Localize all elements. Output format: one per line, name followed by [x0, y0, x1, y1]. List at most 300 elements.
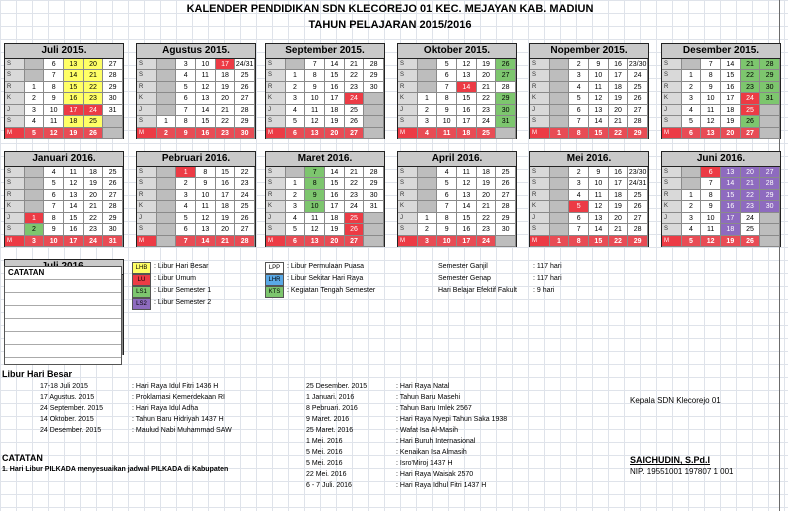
- month-title: Juli 2015.: [5, 44, 123, 59]
- day-cell: 10: [305, 93, 325, 104]
- day-cell: 18: [721, 105, 741, 116]
- day-cell: 25: [741, 105, 761, 116]
- day-cell: 2: [682, 201, 702, 212]
- day-cell: 6: [437, 70, 457, 81]
- day-cell: 23: [477, 105, 497, 116]
- day-cell: 25: [628, 82, 648, 93]
- day-cell: 17: [64, 105, 84, 116]
- day-cell: 10: [589, 178, 609, 189]
- day-cell: 18: [216, 70, 236, 81]
- weekday-label: S: [530, 70, 550, 81]
- day-cell: [25, 190, 45, 201]
- day-cell: 12: [701, 236, 721, 247]
- day-cell: 25: [235, 201, 255, 212]
- day-cell: 19: [325, 116, 345, 127]
- day-cell: [418, 201, 438, 212]
- day-cell: 11: [196, 201, 216, 212]
- day-cell: 25: [628, 190, 648, 201]
- day-cell: 3: [176, 59, 196, 70]
- day-cell: 5: [176, 213, 196, 224]
- weekday-label: M: [266, 236, 286, 247]
- weekday-label: S: [662, 167, 682, 178]
- day-cell: 29: [760, 70, 780, 81]
- day-cell: 29: [628, 236, 648, 247]
- month-calendar: [529, 151, 649, 247]
- day-cell: 8: [701, 70, 721, 81]
- day-cell: 6: [701, 167, 721, 178]
- day-cell: 16: [609, 59, 629, 70]
- day-cell: 18: [325, 213, 345, 224]
- day-cell: 14: [196, 105, 216, 116]
- weekday-label: S: [662, 59, 682, 70]
- weekday-label: K: [662, 201, 682, 212]
- day-cell: 28: [760, 178, 780, 189]
- legend-swatch: LS2: [132, 298, 151, 310]
- day-cell: 15: [589, 128, 609, 139]
- day-cell: 3: [286, 201, 306, 212]
- day-cell: 4: [286, 105, 306, 116]
- day-cell: 14: [196, 236, 216, 247]
- day-cell: 26: [235, 82, 255, 93]
- day-cell: 22: [741, 190, 761, 201]
- day-cell: 24/31: [628, 178, 648, 189]
- day-cell: 3: [25, 236, 45, 247]
- holiday-name: : Maulud Nabi Muhammad SAW: [132, 427, 232, 434]
- weekday-label: S: [662, 70, 682, 81]
- day-cell: 4: [176, 201, 196, 212]
- weekday-label: J: [137, 105, 157, 116]
- day-cell: [364, 116, 384, 127]
- day-cell: 30: [103, 93, 123, 104]
- day-cell: 24: [477, 116, 497, 127]
- weekday-label: S: [530, 178, 550, 189]
- day-cell: [550, 70, 570, 81]
- day-cell: 5: [682, 236, 702, 247]
- day-cell: 13: [196, 93, 216, 104]
- day-cell: [418, 82, 438, 93]
- holiday-date: 25 Maret. 2016: [306, 427, 354, 434]
- month-days: [662, 59, 780, 139]
- month-calendar: [397, 43, 517, 139]
- day-cell: 1: [157, 116, 177, 127]
- weekday-label: R: [137, 190, 157, 201]
- day-cell: 7: [701, 178, 721, 189]
- weekday-label: S: [137, 167, 157, 178]
- semester-value: : 117 hari: [533, 275, 562, 282]
- semester-label: Hari Belajar Efektif Fakult: [438, 287, 517, 294]
- day-cell: 6: [176, 93, 196, 104]
- weekday-label: R: [398, 190, 418, 201]
- day-cell: 2: [418, 224, 438, 235]
- month-days: [137, 59, 255, 139]
- weekday-label: S: [398, 70, 418, 81]
- day-cell: 24: [741, 213, 761, 224]
- weekday-label: S: [266, 178, 286, 189]
- day-cell: 9: [305, 82, 325, 93]
- holiday-name: : Tahun Baru Imlek 2567: [396, 405, 472, 412]
- month-calendar: [4, 43, 124, 139]
- day-cell: 21: [741, 59, 761, 70]
- day-cell: 24: [628, 70, 648, 81]
- catatan-title: CATATAN: [2, 453, 43, 463]
- day-cell: 11: [457, 167, 477, 178]
- day-cell: 4: [286, 213, 306, 224]
- day-cell: 3: [682, 93, 702, 104]
- day-cell: 6: [286, 128, 306, 139]
- weekday-label: R: [398, 82, 418, 93]
- holiday-name: : Proklamasi Kemerdekaan RI: [132, 394, 225, 401]
- day-cell: 25: [477, 128, 497, 139]
- day-cell: 10: [305, 201, 325, 212]
- day-cell: 14: [457, 82, 477, 93]
- day-cell: 26: [235, 213, 255, 224]
- day-cell: 7: [437, 82, 457, 93]
- day-cell: [550, 213, 570, 224]
- day-cell: 8: [44, 213, 64, 224]
- weekday-label: S: [266, 167, 286, 178]
- day-cell: 19: [609, 93, 629, 104]
- month-calendar: [136, 43, 256, 139]
- day-cell: 26: [496, 178, 516, 189]
- day-cell: 14: [721, 59, 741, 70]
- day-cell: 1: [550, 128, 570, 139]
- day-cell: [682, 59, 702, 70]
- day-cell: 10: [196, 59, 216, 70]
- month-calendar: [397, 151, 517, 247]
- day-cell: 14: [325, 167, 345, 178]
- weekday-label: R: [530, 190, 550, 201]
- day-cell: 31: [103, 105, 123, 116]
- day-cell: 20: [721, 128, 741, 139]
- day-cell: 22: [477, 213, 497, 224]
- day-cell: [550, 178, 570, 189]
- day-cell: 1: [25, 213, 45, 224]
- day-cell: [682, 178, 702, 189]
- month-days: [266, 59, 384, 139]
- day-cell: 23/30: [628, 59, 648, 70]
- day-cell: 13: [457, 70, 477, 81]
- weekday-label: S: [266, 116, 286, 127]
- day-cell: 22: [609, 236, 629, 247]
- day-cell: 3: [682, 213, 702, 224]
- day-cell: 6: [682, 128, 702, 139]
- day-cell: 28: [103, 70, 123, 81]
- weekday-label: R: [266, 82, 286, 93]
- holiday-date: 1 Januari. 2016: [306, 394, 355, 401]
- day-cell: [364, 236, 384, 247]
- weekday-label: R: [530, 82, 550, 93]
- day-cell: 29: [103, 213, 123, 224]
- weekday-label: S: [266, 224, 286, 235]
- day-cell: 12: [701, 116, 721, 127]
- day-cell: 31: [760, 93, 780, 104]
- weekday-label: J: [530, 213, 550, 224]
- day-cell: 8: [569, 236, 589, 247]
- day-cell: 16: [457, 105, 477, 116]
- holiday-date: 24 Desember. 2015: [40, 427, 102, 434]
- day-cell: 15: [325, 178, 345, 189]
- day-cell: [103, 116, 123, 127]
- day-cell: [496, 128, 516, 139]
- day-cell: 21: [477, 82, 497, 93]
- day-cell: [418, 59, 438, 70]
- day-cell: 19: [721, 236, 741, 247]
- month-calendar: [529, 43, 649, 139]
- day-cell: [157, 190, 177, 201]
- day-cell: 14: [325, 59, 345, 70]
- day-cell: 6: [44, 59, 64, 70]
- day-cell: [286, 59, 306, 70]
- day-cell: 5: [286, 116, 306, 127]
- day-cell: 30: [364, 190, 384, 201]
- day-cell: 26: [103, 178, 123, 189]
- day-cell: 10: [44, 236, 64, 247]
- day-cell: 2: [286, 190, 306, 201]
- day-cell: 13: [457, 190, 477, 201]
- weekday-label: M: [5, 236, 25, 247]
- day-cell: 9: [701, 82, 721, 93]
- day-cell: 7: [176, 105, 196, 116]
- weekday-label: S: [530, 167, 550, 178]
- day-cell: 21: [84, 70, 104, 81]
- month-title: Agustus 2015.: [137, 44, 255, 59]
- calendar-year: TAHUN PELAJARAN 2015/2016: [308, 19, 472, 31]
- month-calendar: [265, 151, 385, 247]
- day-cell: [550, 167, 570, 178]
- weekday-label: J: [266, 105, 286, 116]
- day-cell: 19: [609, 201, 629, 212]
- holiday-name: : Hari Raya Idhul Fitri 1437 H: [396, 482, 487, 489]
- day-cell: 5: [25, 128, 45, 139]
- day-cell: 1: [418, 93, 438, 104]
- day-cell: 25: [496, 167, 516, 178]
- day-cell: 13: [64, 59, 84, 70]
- day-cell: 15: [457, 93, 477, 104]
- weekday-label: J: [398, 213, 418, 224]
- weekday-label: S: [530, 116, 550, 127]
- weekday-label: J: [398, 105, 418, 116]
- month-title: Juni 2016.: [662, 152, 780, 167]
- day-cell: [25, 201, 45, 212]
- legend-swatch: LHR: [265, 274, 284, 286]
- day-cell: [550, 201, 570, 212]
- day-cell: 16: [721, 201, 741, 212]
- day-cell: 15: [64, 82, 84, 93]
- holiday-date: 8 Pebruari. 2016: [306, 405, 358, 412]
- day-cell: 23: [216, 128, 236, 139]
- weekday-label: K: [137, 93, 157, 104]
- day-cell: 9: [589, 167, 609, 178]
- day-cell: 11: [196, 70, 216, 81]
- day-cell: 9: [437, 105, 457, 116]
- day-cell: 1: [418, 213, 438, 224]
- day-cell: 25: [235, 70, 255, 81]
- day-cell: 2: [25, 224, 45, 235]
- weekday-label: M: [530, 128, 550, 139]
- day-cell: 26: [741, 236, 761, 247]
- day-cell: 21: [609, 116, 629, 127]
- weekday-label: S: [5, 178, 25, 189]
- holiday-date: 5 Mei. 2016: [306, 449, 343, 456]
- weekday-label: K: [266, 93, 286, 104]
- weekday-label: S: [137, 178, 157, 189]
- weekday-label: K: [530, 93, 550, 104]
- day-cell: 8: [569, 128, 589, 139]
- day-cell: 21: [84, 201, 104, 212]
- day-cell: 6: [437, 190, 457, 201]
- day-cell: [418, 178, 438, 189]
- day-cell: 1: [550, 236, 570, 247]
- weekday-label: S: [5, 224, 25, 235]
- day-cell: 12: [196, 82, 216, 93]
- day-cell: 18: [64, 116, 84, 127]
- day-cell: 8: [44, 82, 64, 93]
- weekday-label: M: [266, 128, 286, 139]
- day-cell: 5: [286, 224, 306, 235]
- day-cell: [760, 224, 780, 235]
- day-cell: 5: [44, 178, 64, 189]
- day-cell: 13: [721, 167, 741, 178]
- signature-nip: NIP. 19551001 197807 1 001: [630, 467, 734, 476]
- month-days: [5, 167, 123, 247]
- day-cell: [157, 213, 177, 224]
- month-calendar: [661, 151, 781, 247]
- weekday-label: M: [398, 236, 418, 247]
- weekday-label: J: [530, 105, 550, 116]
- legend-label: : Kegiatan Tengah Semester: [287, 287, 376, 294]
- day-cell: 2: [418, 105, 438, 116]
- holiday-date: 25 Desember. 2015: [306, 383, 368, 390]
- day-cell: 27: [103, 59, 123, 70]
- day-cell: 2: [286, 82, 306, 93]
- day-cell: 9: [196, 178, 216, 189]
- weekday-label: M: [398, 128, 418, 139]
- day-cell: [157, 167, 177, 178]
- day-cell: 26: [741, 116, 761, 127]
- day-cell: 20: [609, 105, 629, 116]
- day-cell: 13: [589, 213, 609, 224]
- day-cell: [550, 93, 570, 104]
- day-cell: 23: [84, 224, 104, 235]
- day-cell: 17: [325, 201, 345, 212]
- day-cell: 13: [64, 190, 84, 201]
- day-cell: 20: [609, 213, 629, 224]
- day-cell: 9: [437, 224, 457, 235]
- day-cell: 24: [477, 236, 497, 247]
- day-cell: 10: [589, 70, 609, 81]
- day-cell: 16: [64, 93, 84, 104]
- day-cell: [364, 224, 384, 235]
- holiday-name: : Tahun Baru Hidriyah 1437 H: [132, 416, 224, 423]
- day-cell: 9: [701, 201, 721, 212]
- day-cell: 22: [84, 213, 104, 224]
- day-cell: [25, 178, 45, 189]
- legend-label: : Libur Hari Besar: [154, 263, 209, 270]
- day-cell: 31: [496, 116, 516, 127]
- day-cell: 2: [25, 93, 45, 104]
- day-cell: 19: [64, 128, 84, 139]
- semester-value: : 117 hari: [533, 263, 562, 270]
- weekday-label: S: [266, 70, 286, 81]
- day-cell: 25: [345, 105, 365, 116]
- day-cell: 12: [196, 213, 216, 224]
- day-cell: 14: [721, 178, 741, 189]
- day-cell: [286, 167, 306, 178]
- day-cell: 4: [682, 224, 702, 235]
- day-cell: 4: [25, 116, 45, 127]
- day-cell: 17: [216, 190, 236, 201]
- day-cell: 12: [457, 59, 477, 70]
- legend-swatch: LU: [132, 274, 151, 286]
- weekday-label: J: [662, 213, 682, 224]
- day-cell: 17: [216, 59, 236, 70]
- day-cell: 30: [103, 224, 123, 235]
- month-days: [530, 59, 648, 139]
- weekday-label: R: [5, 82, 25, 93]
- day-cell: 21: [477, 201, 497, 212]
- day-cell: [157, 59, 177, 70]
- day-cell: 20: [325, 236, 345, 247]
- weekday-label: M: [137, 236, 157, 247]
- day-cell: 21: [741, 178, 761, 189]
- day-cell: 23: [345, 190, 365, 201]
- month-title: Pebruari 2016.: [137, 152, 255, 167]
- day-cell: 6: [569, 105, 589, 116]
- day-cell: 3: [176, 190, 196, 201]
- semester-label: Semester Ganjil: [438, 263, 488, 270]
- day-cell: 8: [701, 190, 721, 201]
- day-cell: 27: [235, 93, 255, 104]
- day-cell: 11: [64, 167, 84, 178]
- day-cell: 18: [325, 105, 345, 116]
- holiday-date: 5 Mei. 2016: [306, 460, 343, 467]
- day-cell: 3: [25, 105, 45, 116]
- day-cell: 9: [44, 93, 64, 104]
- weekday-label: J: [5, 105, 25, 116]
- holiday-date: 22 Mei. 2016: [306, 471, 347, 478]
- day-cell: 2: [569, 59, 589, 70]
- day-cell: 27: [628, 213, 648, 224]
- day-cell: [25, 70, 45, 81]
- day-cell: 30: [364, 82, 384, 93]
- day-cell: 6: [44, 190, 64, 201]
- legend-swatch: LHB: [132, 262, 151, 274]
- day-cell: 16: [721, 82, 741, 93]
- day-cell: 16: [64, 224, 84, 235]
- day-cell: 3: [286, 93, 306, 104]
- day-cell: 28: [496, 82, 516, 93]
- day-cell: [157, 105, 177, 116]
- day-cell: 29: [628, 128, 648, 139]
- day-cell: 13: [701, 128, 721, 139]
- day-cell: [25, 59, 45, 70]
- day-cell: 18: [609, 190, 629, 201]
- holiday-name: : Hari Raya Idul Fitri 1436 H: [132, 383, 219, 390]
- day-cell: 27: [496, 70, 516, 81]
- day-cell: 20: [477, 70, 497, 81]
- day-cell: 18: [84, 167, 104, 178]
- day-cell: 12: [64, 178, 84, 189]
- day-cell: 4: [44, 167, 64, 178]
- weekday-label: J: [662, 105, 682, 116]
- day-cell: [157, 201, 177, 212]
- day-cell: [760, 116, 780, 127]
- day-cell: 31: [364, 201, 384, 212]
- day-cell: 28: [364, 167, 384, 178]
- day-cell: 30: [760, 82, 780, 93]
- day-cell: 17: [721, 93, 741, 104]
- weekday-label: R: [137, 82, 157, 93]
